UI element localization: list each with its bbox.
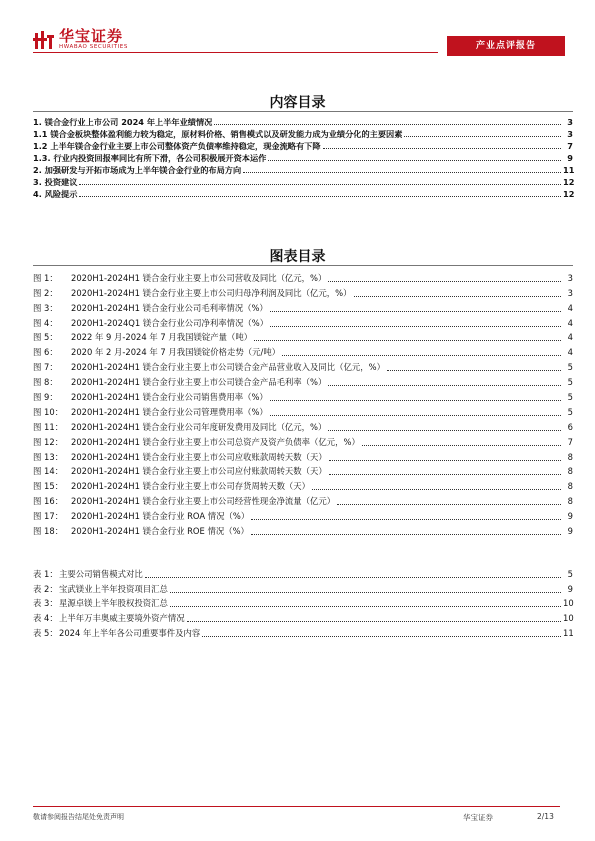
figure-entry[interactable] <box>33 434 573 449</box>
contents-rule <box>33 111 573 112</box>
figure-entry-page: 8 <box>567 451 573 462</box>
dot-leader <box>170 591 561 593</box>
figure-entry-page: 4 <box>567 332 573 343</box>
figure-entry-number: 图 7： <box>33 362 58 373</box>
figure-entry[interactable] <box>33 300 573 315</box>
contents-entry-text: 2. 加强研发与开拓市场成为上半年镁合金行业的布局方向 <box>33 165 242 175</box>
dot-leader <box>329 459 561 461</box>
contents-entry-label <box>33 165 241 176</box>
figure-entry-text: 2020H1-2024H1 镁合金行业公司销售费用率（%） <box>71 392 268 403</box>
contents-entry-label <box>33 141 321 152</box>
contents-entry-page: 11 <box>563 165 575 175</box>
figure-entry-page: 3 <box>567 272 573 283</box>
table-entry-label <box>33 611 185 625</box>
table-entry[interactable] <box>33 610 573 625</box>
figure-entry-number: 图 3： <box>33 302 58 313</box>
figure-entry-text: 2020H1-2024Q1 镁合金行业公司净利率情况（%） <box>71 317 269 328</box>
page-number: 2/13 <box>537 812 554 821</box>
figure-entry-number: 图 8： <box>33 377 58 388</box>
figure-entry-text: 2020H1-2024H1 镁合金行业公司管理费用率（%） <box>71 406 268 417</box>
dot-leader <box>243 171 561 173</box>
contents-entry[interactable] <box>33 176 573 188</box>
footer-company: 华宝证券 <box>463 813 493 822</box>
table-entry-text: 上半年万丰奥威主要境外资产情况 <box>59 613 185 624</box>
figure-entry-page: 5 <box>567 392 573 403</box>
table-entry-text: 主要公司销售模式对比 <box>59 568 143 579</box>
figure-entry[interactable] <box>33 344 573 359</box>
dot-leader <box>328 280 561 282</box>
figure-entry-number: 图 1： <box>33 272 58 283</box>
disclaimer-note: 敬请参阅报告结尾处免责声明 <box>33 813 124 821</box>
table-entry-page: 5 <box>567 568 573 579</box>
figure-entry-label <box>33 479 310 493</box>
figure-entry-text: 2020H1-2024H1 镁合金行业 ROE 情况（%） <box>71 526 249 537</box>
figure-entry-page: 7 <box>567 436 573 447</box>
dot-leader <box>251 533 561 535</box>
figure-entry-label <box>33 420 326 434</box>
table-entry-page: 11 <box>563 627 574 638</box>
logo-chinese-name: 华宝证券 <box>59 27 124 45</box>
figure-entry-number: 图 17： <box>33 511 64 522</box>
figure-entry[interactable] <box>33 464 573 479</box>
dot-leader <box>268 159 561 161</box>
dot-leader <box>282 354 561 356</box>
table-entry[interactable] <box>33 566 573 581</box>
company-logo <box>33 28 128 51</box>
figure-entry-text: 2020H1-2024H1 镁合金行业主要上市公司总资产及资产负债率（亿元，%） <box>71 436 360 447</box>
table-entry-page: 10 <box>563 613 574 624</box>
contents-entry-page: 12 <box>563 189 575 199</box>
figure-entry[interactable] <box>33 270 573 285</box>
dot-leader <box>270 325 561 327</box>
figure-entry-text: 2020H1-2024H1 镁合金行业公司年度研发费用及同比（亿元，%） <box>71 421 327 432</box>
contents-entry[interactable] <box>33 152 573 164</box>
figure-entry-number: 图 15： <box>33 481 64 492</box>
figure-entry-number: 图 18： <box>33 526 64 537</box>
contents-entry-page: 3 <box>567 129 573 139</box>
figure-entry-label <box>33 494 335 508</box>
figure-entry-text: 2020H1-2024H1 镁合金行业主要上市公司镁合金产品毛利率（%） <box>71 377 327 388</box>
table-entry[interactable] <box>33 596 573 611</box>
figure-entry-text: 2020H1-2024H1 镁合金行业公司毛利率情况（%） <box>71 302 268 313</box>
figure-entry-text: 2020H1-2024H1 镁合金行业主要上市公司营收及同比（亿元，%） <box>71 272 327 283</box>
table-entry-text: 宝武镁业上半年投资项目汇总 <box>59 583 168 594</box>
figure-entry[interactable] <box>33 419 573 434</box>
table-entry-number: 表 1： <box>33 568 58 579</box>
figure-entry-text: 2020H1-2024H1 镁合金行业主要上市公司应收账款周转天数（天） <box>71 451 327 462</box>
figure-entry-label <box>33 435 360 449</box>
table-entry[interactable] <box>33 625 573 640</box>
figure-entry-label <box>33 390 268 404</box>
dot-leader <box>387 369 561 371</box>
contents-entry-text: 4. 风险提示 <box>33 189 78 199</box>
figures-list <box>33 270 573 538</box>
figure-entry[interactable] <box>33 493 573 508</box>
figure-entry-number: 图 13： <box>33 451 64 462</box>
table-entry-number: 表 4： <box>33 613 58 624</box>
figure-entry-page: 5 <box>567 362 573 373</box>
dot-leader <box>270 414 561 416</box>
figure-entry[interactable] <box>33 449 573 464</box>
figure-entry-text: 2020 年 2 月-2024 年 7 月我国镁锭价格走势（元/吨） <box>71 347 281 358</box>
figure-entry-page: 8 <box>567 481 573 492</box>
figure-entry-label <box>33 450 327 464</box>
figure-entry-label <box>33 524 249 538</box>
table-entry-text: 2024 年上半年各公司重要事件及内容 <box>59 627 201 638</box>
table-entry-label <box>33 567 143 581</box>
figure-entry-number: 图 16： <box>33 496 64 507</box>
figure-entry-text: 2022 年 9 月-2024 年 7 月我国镁锭产量（吨） <box>71 332 253 343</box>
figures-title: 图表目录 <box>269 249 326 265</box>
table-entry-page: 9 <box>567 583 573 594</box>
dot-leader <box>187 620 561 622</box>
figure-entry-page: 5 <box>567 377 573 388</box>
contents-title: 内容目录 <box>269 95 326 111</box>
figure-entry-page: 9 <box>567 526 573 537</box>
contents-entry-page: 3 <box>567 117 573 127</box>
dot-leader <box>337 503 561 505</box>
dot-leader <box>328 384 561 386</box>
figure-entry-label <box>33 271 326 285</box>
figure-entry[interactable] <box>33 315 573 330</box>
figure-entry[interactable] <box>33 285 573 300</box>
figure-entry-label <box>33 464 327 478</box>
figure-entry-page: 8 <box>567 466 573 477</box>
dot-leader <box>214 123 561 125</box>
figure-entry-label <box>33 360 385 374</box>
figure-entry[interactable] <box>33 523 573 538</box>
figure-entry-label <box>33 316 268 330</box>
contents-list <box>33 116 573 200</box>
figure-entry-page: 4 <box>567 347 573 358</box>
figure-entry-label <box>33 330 252 344</box>
dot-leader <box>328 429 561 431</box>
dot-leader <box>79 183 561 185</box>
dot-leader <box>354 295 561 297</box>
logo-english-name: HWABAO SECURITIES <box>59 44 128 50</box>
dot-leader <box>329 473 561 475</box>
contents-entry-text: 1. 镁合金行业上市公司 2024 年上半年业绩情况 <box>33 117 213 127</box>
dot-leader <box>270 399 561 401</box>
figure-entry-text: 2020H1-2024H1 镁合金行业主要上市公司归母净利润及同比（亿元，%） <box>71 287 352 298</box>
figure-entry-label <box>33 405 268 419</box>
dot-leader <box>170 605 561 607</box>
contents-entry-label <box>33 129 402 140</box>
figure-entry[interactable] <box>33 404 573 419</box>
figure-entry-page: 6 <box>567 421 573 432</box>
contents-entry-page: 9 <box>567 153 573 163</box>
dot-leader <box>404 135 561 137</box>
contents-entry[interactable] <box>33 140 573 152</box>
contents-entry-page: 12 <box>563 177 575 187</box>
figure-entry-number: 图 6： <box>33 347 58 358</box>
contents-entry-text: 1.3. 行业内投资回报率同比有所下滑，各公司积极展开资本运作 <box>33 153 267 163</box>
table-entry[interactable] <box>33 581 573 596</box>
contents-entry-label <box>33 177 77 188</box>
dot-leader <box>312 488 561 490</box>
figures-rule <box>33 265 573 266</box>
figure-entry-label <box>33 286 352 300</box>
dot-leader <box>270 310 561 312</box>
contents-entry-page: 7 <box>567 141 573 151</box>
figure-entry[interactable] <box>33 478 573 493</box>
header-divider <box>33 52 438 53</box>
figure-entry-number: 图 11： <box>33 421 64 432</box>
contents-entry[interactable] <box>33 164 573 176</box>
contents-entry[interactable] <box>33 128 573 140</box>
table-entry-number: 表 3： <box>33 598 58 609</box>
dot-leader <box>202 635 561 637</box>
figure-entry-number: 图 5： <box>33 332 58 343</box>
figure-entry[interactable] <box>33 389 573 404</box>
figure-entry-number: 图 9： <box>33 392 58 403</box>
table-entry-label <box>33 596 168 610</box>
figure-entry-label <box>33 301 268 315</box>
figure-entry-number: 图 10： <box>33 406 64 417</box>
figure-entry-page: 9 <box>567 511 573 522</box>
figure-entry-label <box>33 375 326 389</box>
figure-entry[interactable] <box>33 508 573 523</box>
dot-leader <box>254 339 561 341</box>
figure-entry-page: 8 <box>567 496 573 507</box>
table-entry-label <box>33 582 168 596</box>
figure-entry-page: 4 <box>567 317 573 328</box>
footer-divider <box>33 806 560 807</box>
figure-entry-number: 图 2： <box>33 287 58 298</box>
figure-entry-number: 图 12： <box>33 436 64 447</box>
figure-entry-number: 图 14： <box>33 466 64 477</box>
dot-leader <box>145 576 561 578</box>
contents-entry-text: 3. 投资建议 <box>33 177 78 187</box>
contents-entry[interactable] <box>33 188 573 200</box>
contents-entry[interactable] <box>33 116 573 128</box>
figure-entry-text: 2020H1-2024H1 镁合金行业主要上市公司经营性现金净流量（亿元） <box>71 496 336 507</box>
figure-entry-page: 3 <box>567 287 573 298</box>
dot-leader <box>79 195 561 197</box>
contents-entry-text: 1.2 上半年镁合金行业主要上市公司整体资产负债率维持稳定，现金流略有下降 <box>33 141 321 151</box>
figure-entry-page: 4 <box>567 302 573 313</box>
dot-leader <box>323 147 561 149</box>
figure-entry[interactable] <box>33 374 573 389</box>
figure-entry-text: 2020H1-2024H1 镁合金行业主要上市公司存货周转天数（天） <box>71 481 311 492</box>
contents-entry-text: 1.1 镁合金板块整体盈利能力较为稳定，原材料价格、销售模式以及研发能力成为业绩分化的主要因素 <box>33 129 403 139</box>
dot-leader <box>251 518 561 520</box>
figure-entry[interactable] <box>33 330 573 345</box>
dot-leader <box>362 444 561 446</box>
figure-entry-number: 图 4： <box>33 317 58 328</box>
table-entry-label <box>33 626 200 640</box>
table-entry-text: 星源卓镁上半年股权投资汇总 <box>59 598 168 609</box>
figure-entry[interactable] <box>33 359 573 374</box>
tables-list <box>33 566 573 640</box>
figure-entry-text: 2020H1-2024H1 镁合金行业 ROA 情况（%） <box>71 511 250 522</box>
figure-entry-label <box>33 345 280 359</box>
figure-entry-text: 2020H1-2024H1 镁合金行业主要上市公司应付账款周转天数（天） <box>71 466 327 477</box>
report-type-badge: 产业点评报告 <box>447 36 565 56</box>
hwabao-logo-icon <box>33 29 55 51</box>
table-entry-number: 表 2： <box>33 583 58 594</box>
figure-entry-text: 2020H1-2024H1 镁合金行业主要上市公司镁合金产品营业收入及同比（亿元，%） <box>71 362 386 373</box>
table-entry-page: 10 <box>563 598 574 609</box>
contents-entry-label <box>33 153 266 164</box>
contents-entry-label <box>33 117 212 128</box>
contents-entry-label <box>33 189 77 200</box>
figure-entry-page: 5 <box>567 406 573 417</box>
table-entry-number: 表 5： <box>33 627 58 638</box>
figure-entry-label <box>33 509 249 523</box>
